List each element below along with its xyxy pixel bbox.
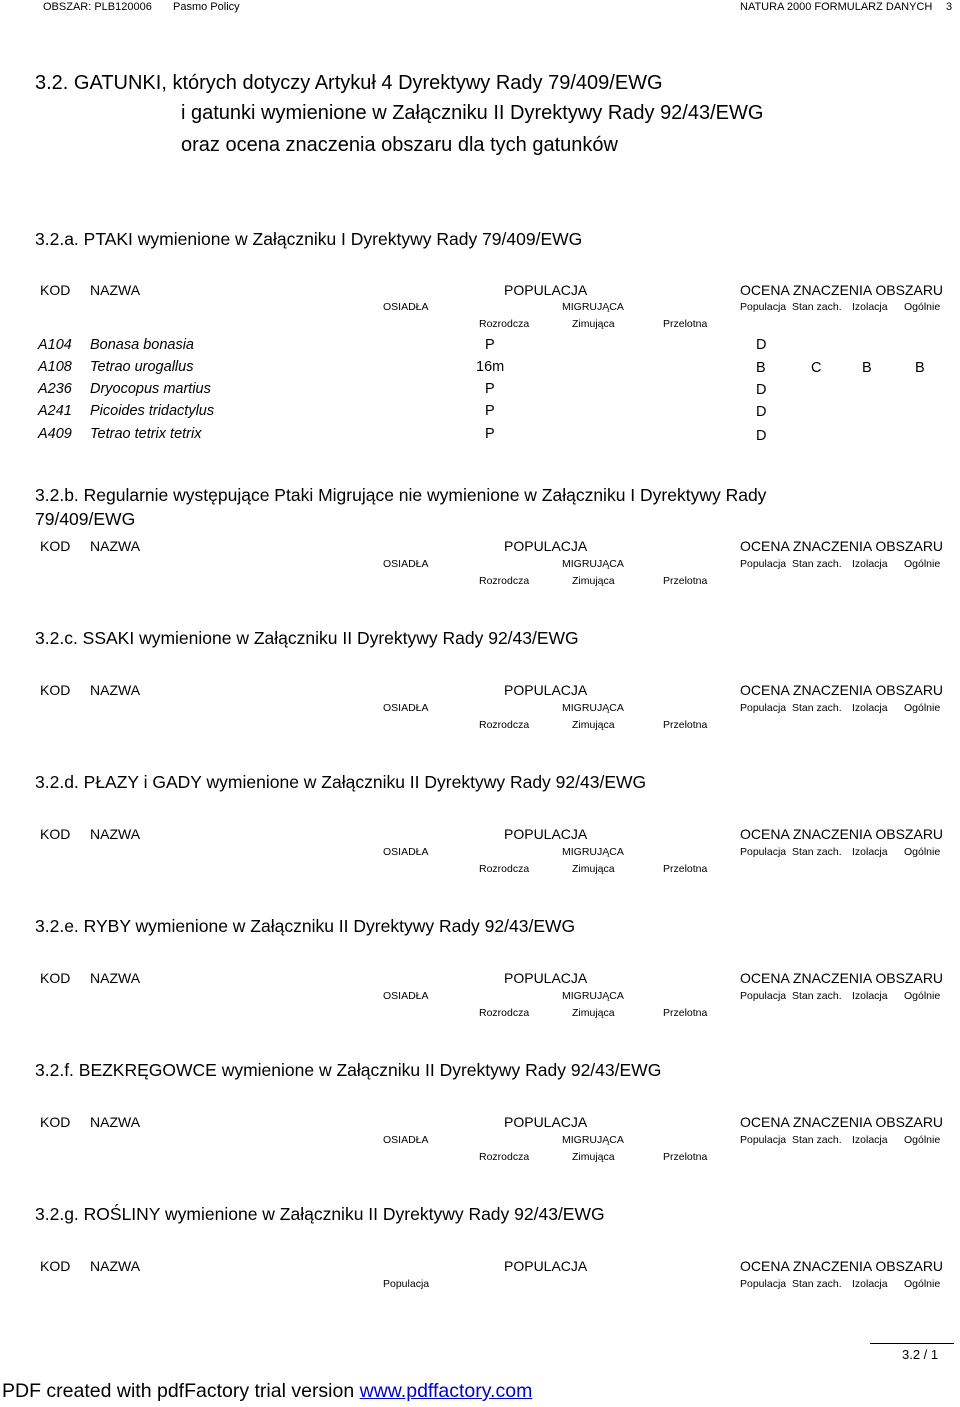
col-izolacja: Izolacja bbox=[852, 301, 888, 313]
footer-page-number: 3.2 / 1 bbox=[902, 1347, 939, 1362]
col-plant-populacja: Populacja bbox=[383, 1278, 430, 1290]
col-przelotna: Przelotna bbox=[663, 863, 708, 875]
col-populacja: POPULACJA bbox=[504, 282, 588, 298]
col-ocena: OCENA ZNACZENIA OBSZARU bbox=[740, 682, 944, 698]
col-ocena: OCENA ZNACZENIA OBSZARU bbox=[740, 282, 944, 298]
col-ocena: OCENA ZNACZENIA OBSZARU bbox=[740, 970, 944, 986]
col-ocena: OCENA ZNACZENIA OBSZARU bbox=[740, 538, 944, 554]
col-zimujaca: Zimująca bbox=[572, 575, 615, 587]
col-ogolnie: Ogólnie bbox=[904, 990, 941, 1002]
col-kod: KOD bbox=[40, 970, 71, 986]
species-code: A236 bbox=[38, 381, 72, 397]
col-osiadla: OSIADŁA bbox=[383, 558, 429, 570]
col-przelotna: Przelotna bbox=[663, 1151, 708, 1163]
species-code: A108 bbox=[38, 359, 72, 375]
footer-divider bbox=[870, 1343, 954, 1344]
col-rozrodcza: Rozrodcza bbox=[479, 575, 530, 587]
col-nazwa: NAZWA bbox=[90, 1114, 141, 1130]
pdf-factory-link[interactable]: www.pdffactory.com bbox=[359, 1380, 533, 1402]
species-name: Tetrao tetrix tetrix bbox=[90, 426, 202, 442]
assessment-global: B bbox=[915, 360, 925, 376]
species-code: A104 bbox=[38, 337, 72, 353]
col-migrujaca: MIGRUJĄCA bbox=[562, 990, 624, 1002]
pdf-banner-text: PDF created with pdfFactory trial version bbox=[2, 1380, 360, 1402]
col-migrujaca: MIGRUJĄCA bbox=[562, 558, 624, 570]
col-ocena-populacja: Populacja bbox=[740, 1134, 787, 1146]
col-osiadla: OSIADŁA bbox=[383, 702, 429, 714]
col-stan-zach: Stan zach. bbox=[792, 846, 842, 858]
section-heading-invertebrates: 3.2.f. BEZKRĘGOWCE wymienione w Załączniku II Dyrektywy Rady 92/43/EWG bbox=[35, 1060, 662, 1080]
col-stan-zach: Stan zach. bbox=[792, 558, 842, 570]
population-resident: P bbox=[485, 337, 495, 353]
col-przelotna: Przelotna bbox=[663, 575, 708, 587]
col-ocena: OCENA ZNACZENIA OBSZARU bbox=[740, 1114, 944, 1130]
population-resident: P bbox=[485, 426, 495, 442]
col-ocena: OCENA ZNACZENIA OBSZARU bbox=[740, 1258, 944, 1274]
col-populacja: POPULACJA bbox=[504, 970, 588, 986]
col-kod: KOD bbox=[40, 538, 71, 554]
section-heading-amphibians-reptiles: 3.2.d. PŁAZY i GADY wymienione w Załączniku II Dyrektywy Rady 92/43/EWG bbox=[35, 772, 647, 792]
species-code: A241 bbox=[38, 403, 72, 419]
form-area-code: OBSZAR: PLB120006 bbox=[43, 1, 152, 13]
assessment-isolation: B bbox=[862, 360, 872, 376]
col-ocena-populacja: Populacja bbox=[740, 846, 787, 858]
section-heading-birds-annex-i: 3.2.a. PTAKI wymienione w Załączniku I Dyrektywy Rady 79/409/EWG bbox=[35, 229, 583, 249]
col-ogolnie: Ogólnie bbox=[904, 1278, 941, 1290]
col-migrujaca: MIGRUJĄCA bbox=[562, 846, 624, 858]
col-przelotna: Przelotna bbox=[663, 318, 708, 330]
col-rozrodcza: Rozrodcza bbox=[479, 1151, 530, 1163]
col-stan-zach: Stan zach. bbox=[792, 1134, 842, 1146]
species-name: Picoides tridactylus bbox=[90, 403, 215, 419]
page-title-line-1: 3.2. GATUNKI, których dotyczy Artykuł 4 Dyrektywy Rady 79/409/EWG bbox=[35, 72, 663, 94]
col-migrujaca: MIGRUJĄCA bbox=[562, 1134, 624, 1146]
area-name: Pasmo Policy bbox=[173, 1, 240, 13]
assessment-conservation: C bbox=[811, 360, 822, 376]
species-name: Bonasa bonasia bbox=[90, 337, 194, 353]
col-osiadla: OSIADŁA bbox=[383, 1134, 429, 1146]
col-zimujaca: Zimująca bbox=[572, 719, 615, 731]
header-page-number: 3 bbox=[946, 1, 953, 13]
col-kod: KOD bbox=[40, 1258, 71, 1274]
assessment-population: D bbox=[756, 382, 767, 398]
col-stan-zach: Stan zach. bbox=[792, 301, 842, 313]
col-stan-zach: Stan zach. bbox=[792, 990, 842, 1002]
pdf-banner bbox=[2, 1380, 532, 1403]
species-name: Tetrao urogallus bbox=[90, 359, 194, 375]
section-heading-fish: 3.2.e. RYBY wymienione w Załączniku II Dyrektywy Rady 92/43/EWG bbox=[35, 916, 576, 936]
col-ocena-populacja: Populacja bbox=[740, 702, 787, 714]
col-kod: KOD bbox=[40, 826, 71, 842]
species-name: Dryocopus martius bbox=[90, 381, 211, 397]
col-przelotna: Przelotna bbox=[663, 719, 708, 731]
col-populacja: POPULACJA bbox=[504, 682, 588, 698]
col-ogolnie: Ogólnie bbox=[904, 558, 941, 570]
col-izolacja: Izolacja bbox=[852, 846, 888, 858]
col-migrujaca: MIGRUJĄCA bbox=[562, 702, 624, 714]
col-nazwa: NAZWA bbox=[90, 538, 141, 554]
col-populacja: POPULACJA bbox=[504, 826, 588, 842]
col-nazwa: NAZWA bbox=[90, 282, 141, 298]
col-nazwa: NAZWA bbox=[90, 826, 141, 842]
col-osiadla: OSIADŁA bbox=[383, 301, 429, 313]
col-nazwa: NAZWA bbox=[90, 970, 141, 986]
section-heading-plants: 3.2.g. ROŚLINY wymienione w Załączniku II Dyrektywy Rady 92/43/EWG bbox=[35, 1204, 605, 1224]
col-kod: KOD bbox=[40, 682, 71, 698]
col-izolacja: Izolacja bbox=[852, 558, 888, 570]
col-zimujaca: Zimująca bbox=[572, 1007, 615, 1019]
assessment-population: D bbox=[756, 404, 767, 420]
col-populacja: POPULACJA bbox=[504, 538, 588, 554]
section-heading-migratory-birds-cont: 79/409/EWG bbox=[35, 509, 136, 529]
col-rozrodcza: Rozrodcza bbox=[479, 863, 530, 875]
col-ogolnie: Ogólnie bbox=[904, 301, 941, 313]
col-stan-zach: Stan zach. bbox=[792, 1278, 842, 1290]
species-code: A409 bbox=[38, 426, 72, 442]
assessment-population: D bbox=[756, 337, 767, 353]
col-zimujaca: Zimująca bbox=[572, 863, 615, 875]
col-osiadla: OSIADŁA bbox=[383, 990, 429, 1002]
col-izolacja: Izolacja bbox=[852, 990, 888, 1002]
form-name: NATURA 2000 FORMULARZ DANYCH bbox=[740, 1, 933, 13]
col-ocena-populacja: Populacja bbox=[740, 1278, 787, 1290]
assessment-population: B bbox=[756, 360, 766, 376]
col-rozrodcza: Rozrodcza bbox=[479, 318, 530, 330]
col-izolacja: Izolacja bbox=[852, 1134, 888, 1146]
col-zimujaca: Zimująca bbox=[572, 318, 615, 330]
assessment-population: D bbox=[756, 428, 767, 444]
col-ocena-populacja: Populacja bbox=[740, 301, 787, 313]
col-osiadla: OSIADŁA bbox=[383, 846, 429, 858]
population-resident: P bbox=[485, 381, 495, 397]
population-resident: P bbox=[485, 403, 495, 419]
col-przelotna: Przelotna bbox=[663, 1007, 708, 1019]
col-zimujaca: Zimująca bbox=[572, 1151, 615, 1163]
col-ogolnie: Ogólnie bbox=[904, 702, 941, 714]
col-populacja: POPULACJA bbox=[504, 1258, 588, 1274]
col-kod: KOD bbox=[40, 1114, 71, 1130]
col-izolacja: Izolacja bbox=[852, 702, 888, 714]
col-nazwa: NAZWA bbox=[90, 1258, 141, 1274]
col-kod: KOD bbox=[40, 282, 71, 298]
col-ogolnie: Ogólnie bbox=[904, 846, 941, 858]
col-ocena: OCENA ZNACZENIA OBSZARU bbox=[740, 826, 944, 842]
col-migrujaca: MIGRUJĄCA bbox=[562, 301, 624, 313]
col-ogolnie: Ogólnie bbox=[904, 1134, 941, 1146]
col-rozrodcza: Rozrodcza bbox=[479, 719, 530, 731]
col-stan-zach: Stan zach. bbox=[792, 702, 842, 714]
col-ocena-populacja: Populacja bbox=[740, 990, 787, 1002]
section-heading-migratory-birds: 3.2.b. Regularnie występujące Ptaki Migrujące nie wymienione w Załączniku I Dyrektywy Rady bbox=[35, 485, 767, 505]
col-izolacja: Izolacja bbox=[852, 1278, 888, 1290]
section-heading-mammals: 3.2.c. SSAKI wymienione w Załączniku II Dyrektywy Rady 92/43/EWG bbox=[35, 628, 579, 648]
col-populacja: POPULACJA bbox=[504, 1114, 588, 1130]
page-title-line-3: oraz ocena znaczenia obszaru dla tych gatunków bbox=[181, 134, 618, 156]
col-rozrodcza: Rozrodcza bbox=[479, 1007, 530, 1019]
population-resident: 16m bbox=[476, 359, 505, 375]
col-nazwa: NAZWA bbox=[90, 682, 141, 698]
col-ocena-populacja: Populacja bbox=[740, 558, 787, 570]
page-title-line-2: i gatunki wymienione w Załączniku II Dyrektywy Rady 92/43/EWG bbox=[181, 102, 764, 124]
